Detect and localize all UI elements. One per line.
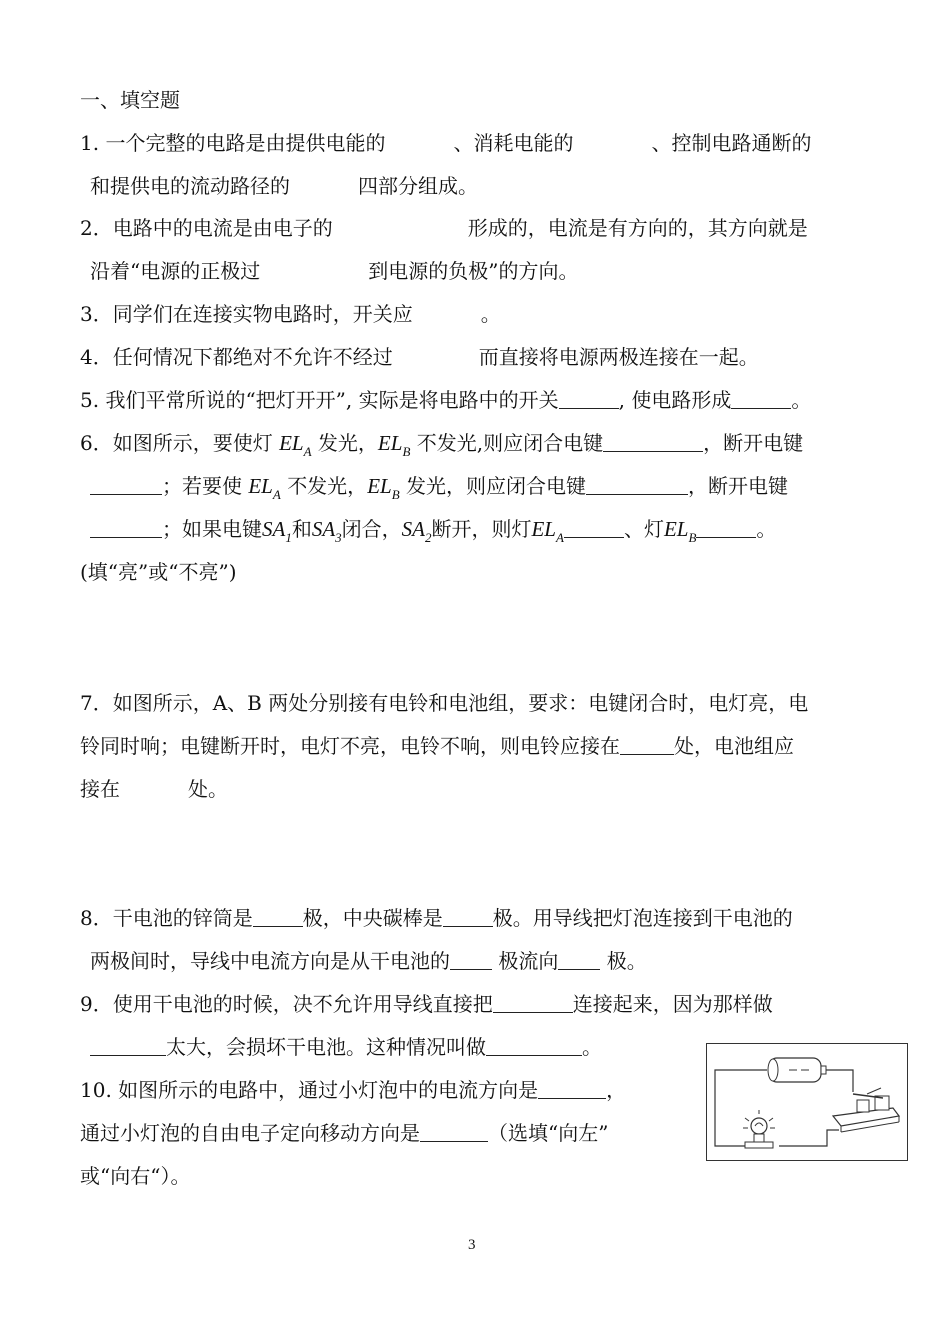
question-6-line-4: (填“亮”或“不亮”) <box>80 560 237 584</box>
question-8-line-2: 两极间时，导线中电流方向是从干电池的 极流向 极。 <box>90 949 647 973</box>
question-6-line-2: ；若要使 $EL_A$ 不发光，$EL_B$ 发光，则应闭合电键 ，断开电键 <box>90 473 788 508</box>
question-10-line-3: 或“向右“）。 <box>80 1164 191 1188</box>
question-6-line-1: 6．如图所示，要使灯 $EL_A$ 发光，$EL_B$ 不发光,则应闭合电键 ，断开电键 <box>80 431 804 459</box>
circuit-diagram-icon <box>707 1044 907 1160</box>
question-6-line-3: ；如果电键$SA_1$和$SA_3$闭合，$SA_2$断开，则灯$EL_A$ 、灯$EL_B$ 。 <box>90 516 776 551</box>
answer-blank[interactable] <box>486 1037 582 1056</box>
question-7-line-2: 铃同时响；电键断开时，电灯不亮，电铃不响，则电铃应接在 处，电池组应 <box>80 734 794 758</box>
question-5: 5. 我们平常所说的“把灯开开”, 实际是将电路中的开关 , 使电路形成 。 <box>80 388 812 412</box>
question-8-line-1: 8．干电池的锌筒是 极，中央碳棒是 极。用导线把灯泡连接到干电池的 <box>80 906 793 930</box>
answer-blank[interactable] <box>90 519 162 538</box>
answer-blank[interactable] <box>559 390 619 409</box>
answer-blank[interactable] <box>90 476 162 495</box>
answer-blank[interactable] <box>603 433 703 452</box>
answer-blank[interactable] <box>538 1080 606 1099</box>
answer-blank[interactable] <box>90 1037 166 1056</box>
question-9-line-2: 太大，会损坏干电池。这种情况叫做 。 <box>90 1034 602 1060</box>
question-9-line-1: 9．使用干电池的时候，决不允许用导线直接把 连接起来，因为那样做 <box>80 992 773 1016</box>
answer-blank[interactable] <box>586 476 688 495</box>
answer-blank[interactable] <box>253 908 303 927</box>
answer-blank[interactable] <box>558 951 600 970</box>
question-7-line-3: 接在 处。 <box>80 777 228 801</box>
answer-blank[interactable] <box>696 519 756 538</box>
question-3: 3．同学们在连接实物电路时，开关应 。 <box>80 302 501 326</box>
question-2-line-2: 沿着“电源的正极过 到电源的负极”的方向。 <box>90 259 579 283</box>
answer-blank[interactable] <box>420 1123 488 1142</box>
question-1-line-2: 和提供电的流动路径的 四部分组成。 <box>90 174 478 198</box>
answer-blank[interactable] <box>620 736 674 755</box>
answer-blank[interactable] <box>450 951 492 970</box>
question-10-line-2: 通过小灯泡的自由电子定向移动方向是 （选填“向左” <box>80 1121 609 1145</box>
answer-blank[interactable] <box>564 519 624 538</box>
answer-blank[interactable] <box>443 908 493 927</box>
circuit-figure <box>706 1043 908 1161</box>
answer-blank[interactable] <box>493 994 573 1013</box>
page-number: 3 <box>468 1237 476 1253</box>
question-7-line-1: 7．如图所示，A、B 两处分别接有电铃和电池组，要求：电键闭合时，电灯亮，电 <box>80 691 809 715</box>
answer-blank[interactable] <box>731 390 791 409</box>
question-4: 4．任何情况下都绝对不允许不经过 而直接将电源两极连接在一起。 <box>80 345 759 369</box>
question-2-line-1: 2．电路中的电流是由电子的 形成的，电流是有方向的，其方向就是 <box>80 216 808 240</box>
section-title: 一、填空题 <box>80 88 180 112</box>
question-10-line-1: 10. 如图所示的电路中，通过小灯泡中的电流方向是 ， <box>80 1078 627 1102</box>
question-1-line-1: 1. 一个完整的电路是由提供电能的 、消耗电能的 、控制电路通断的 <box>80 131 812 155</box>
